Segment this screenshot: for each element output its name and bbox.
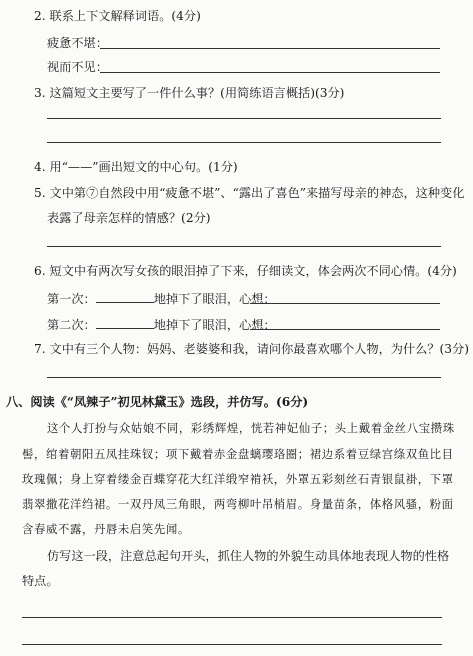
question-6-second	[47, 316, 276, 333]
question-6-second-suffix: 地掉下了眼泪，心想：	[153, 318, 276, 332]
answer-line[interactable]	[47, 377, 441, 378]
question-6-first-prefix: 第一次：	[47, 292, 96, 306]
question-6-second-prefix: 第二次：	[47, 318, 96, 332]
answer-line[interactable]	[250, 303, 440, 304]
passage-line: 髻，绾着朝阳五凤挂珠钗；项下戴着赤金盘螭璎珞圈；裙边系着豆绿宫绦双鱼比目	[22, 447, 454, 461]
answer-line[interactable]	[22, 617, 442, 618]
question-4-title: 4. 用“——”画出短文的中心句。(1分)	[34, 160, 238, 174]
answer-line[interactable]	[22, 644, 442, 645]
question-2-word-1: 疲惫不堪：	[47, 36, 108, 50]
section-8-heading: 八、阅读《“凤辣子”初见林黛玉》选段，并仿写。(6分)	[6, 395, 309, 409]
passage-line: 含春威不露，丹唇未启笑先闻。	[22, 522, 190, 536]
section-8-task-line-1: 仿写这一段，注意总起句开头，抓住人物的外貌生动具体地表现人物的性格	[47, 549, 450, 563]
question-5-line-1: 5. 文中第⑦自然段中用“疲惫不堪”、“露出了喜色”来描写母亲的神态，这种变化	[34, 186, 465, 200]
passage-line: 翡翠撒花洋绉裙。一双丹凤三角眼，两弯柳叶吊梢眉。身量苗条，体格风骚，粉面	[22, 497, 454, 511]
question-2-title: 2. 联系上下文解释词语。(4分)	[34, 9, 201, 23]
passage-line: 玫瑰佩；身上穿着缕金百蝶穿花大红洋缎窄褃袄，外罩五彩刻丝石青银鼠褂，下罩	[22, 472, 454, 486]
answer-line[interactable]	[250, 329, 440, 330]
section-8-task-line-2: 特点。	[22, 574, 59, 588]
question-6-first-suffix: 地掉下了眼泪，心想：	[153, 292, 276, 306]
passage-line: 这个人打扮与众姑娘不同，彩绣辉煌，恍若神妃仙子；头上戴着金丝八宝攒珠	[47, 421, 455, 435]
answer-line[interactable]	[47, 118, 441, 119]
answer-line[interactable]	[100, 72, 440, 73]
answer-line[interactable]	[100, 48, 440, 49]
question-2-word-2: 视而不见：	[47, 60, 108, 74]
blank-line[interactable]	[96, 316, 154, 329]
answer-line[interactable]	[47, 246, 441, 247]
answer-line[interactable]	[47, 142, 441, 143]
question-6-title: 6. 短文中有两次写女孩的眼泪掉了下来，仔细读文，体会两次不同心情。(4分)	[34, 264, 457, 278]
question-6-first	[47, 290, 276, 307]
blank-line[interactable]	[96, 290, 154, 303]
question-7-title: 7. 文中有三个人物：妈妈、老婆婆和我，请问你最喜欢哪个人物，为什么？(3分)	[34, 342, 469, 356]
question-3-title: 3. 这篇短文主要写了一件什么事？(用简练语言概括)(3分)	[34, 86, 345, 100]
question-5-line-2: 表露了母亲怎样的情感？(2分)	[47, 211, 211, 225]
